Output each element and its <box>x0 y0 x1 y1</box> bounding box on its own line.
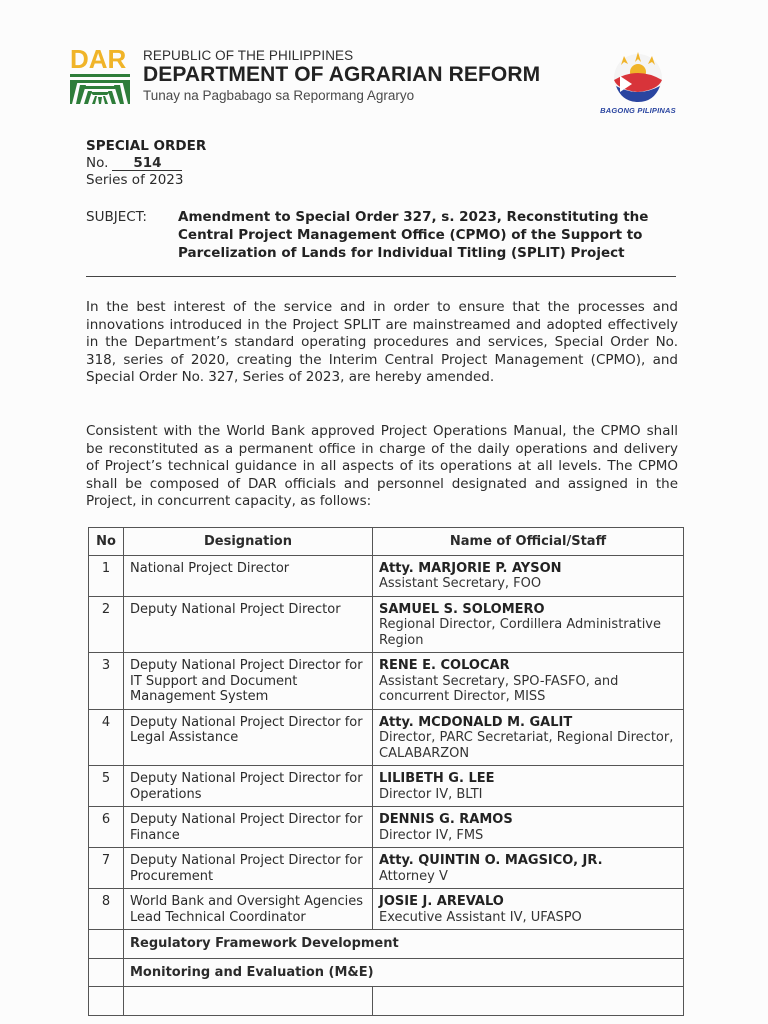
republic-line: REPUBLIC OF THE PHILIPPINES <box>143 48 354 63</box>
official-position: Assistant Secretary, FOO <box>379 576 542 591</box>
table-row <box>89 848 684 889</box>
order-series: Series of 2023 <box>86 172 184 188</box>
section-row <box>89 987 684 1016</box>
row-designation: Deputy National Project Director for Legal Assistance <box>124 709 373 766</box>
department-name: DEPARTMENT OF AGRARIAN REFORM <box>143 63 541 86</box>
official-position: Director IV, FMS <box>379 827 484 843</box>
row-designation: Deputy National Project Director for IT Support and Document Management System <box>124 653 373 710</box>
order-block <box>86 138 206 189</box>
row-no: 5 <box>89 766 124 807</box>
official-position: Executive Assistant IV, UFASPO <box>379 909 582 925</box>
table-row <box>89 766 684 807</box>
official-position: Regional Director, Cordillera Administrative Region <box>379 617 662 648</box>
row-no: 6 <box>89 807 124 848</box>
row-no: 4 <box>89 709 124 766</box>
row-no: 8 <box>89 889 124 930</box>
official-name: DENNIS G. RAMOS <box>379 812 513 827</box>
official-position: Director, PARC Secretariat, Regional Director, CALABARZON <box>379 730 674 761</box>
dar-logo-letters: DAR <box>70 44 127 74</box>
official-position: Assistant Secretary, SPO-FASFO, and concurrent Director, MISS <box>379 673 619 704</box>
official-name: LILIBETH G. LEE <box>379 771 495 786</box>
paragraph-1: In the best interest of the service and in order to ensure that the processes and innovations introduced in the Project SPLIT are mainstreamed and adopted effectively in the Department’s standard operating procedures and services, Special Order No. 318, series of 2020, creating the Interim Central Project Management (CPMO), and Special Order No. 327, Series of 2023, are hereby amended. <box>86 299 678 386</box>
section-row <box>89 930 684 959</box>
order-number-label: No. <box>86 155 109 171</box>
row-official <box>373 653 684 710</box>
official-name: Atty. MARJORIE P. AYSON <box>379 560 562 576</box>
official-position: Director IV, BLTI <box>379 786 483 802</box>
table-row <box>89 709 684 766</box>
letterhead <box>68 44 688 124</box>
section-title: Monitoring and Evaluation (M&E) <box>124 958 684 987</box>
dar-logo-icon <box>68 44 132 108</box>
subject-label: SUBJECT: <box>86 209 147 225</box>
letterhead-text <box>143 48 540 103</box>
row-official <box>373 889 684 930</box>
table-row <box>89 596 684 653</box>
header-designation: Designation <box>124 528 373 556</box>
bagong-pilipinas-text: BAGONG PILIPINAS <box>600 106 676 115</box>
subject-divider <box>86 276 676 277</box>
table-row <box>89 653 684 710</box>
official-name: RENE E. COLOCAR <box>379 658 510 673</box>
tagline: Tunay na Pagbabago sa Repormang Agraryo <box>143 88 415 103</box>
row-designation: World Bank and Oversight Agencies Lead Technical Coordinator <box>124 889 373 930</box>
order-title: SPECIAL ORDER <box>86 138 207 154</box>
row-official <box>373 848 684 889</box>
table-header-row <box>89 528 684 556</box>
official-position: Attorney V <box>379 868 448 884</box>
row-designation: Deputy National Project Director <box>124 596 373 653</box>
header-name: Name of Official/Staff <box>373 528 684 556</box>
table-row <box>89 807 684 848</box>
section-no <box>89 958 124 987</box>
table-row <box>89 555 684 596</box>
row-no: 1 <box>89 555 124 596</box>
row-official <box>373 555 684 596</box>
bagong-pilipinas-logo-icon <box>598 46 678 120</box>
row-designation: Deputy National Project Director for Operations <box>124 766 373 807</box>
official-name: JOSIE J. AREVALO <box>379 894 504 909</box>
row-official <box>373 709 684 766</box>
order-number: 514 <box>112 156 182 171</box>
row-designation: Deputy National Project Director for Finance <box>124 807 373 848</box>
paragraph-2: Consistent with the World Bank approved Project Operations Manual, the CPMO shall be reconstituted as a permanent office in charge of the daily operations and delivery of Project’s technical guidance in all aspects of its operations at all levels. The CPMO shall be composed of DAR officials and personnel designated and assigned in the Project, in concurrent capacity, as follows: <box>86 423 678 510</box>
order-number-line <box>86 155 206 172</box>
row-designation: National Project Director <box>124 555 373 596</box>
subject-text: Amendment to Special Order 327, s. 2023, Reconstituting the Central Project Management Office (CPMO) of the Support to Parcelization of Lands for Individual Titling (SPLIT) Project <box>178 209 649 261</box>
header-no: No <box>89 528 124 556</box>
section-official <box>373 987 684 1016</box>
section-no <box>89 987 124 1016</box>
section-no <box>89 930 124 959</box>
row-no: 2 <box>89 596 124 653</box>
official-name: Atty. MCDONALD M. GALIT <box>379 714 573 730</box>
row-designation: Deputy National Project Director for Procurement <box>124 848 373 889</box>
official-name: SAMUEL S. SOLOMERO <box>379 601 545 617</box>
row-no: 3 <box>89 653 124 710</box>
row-official <box>373 596 684 653</box>
section-row <box>89 958 684 987</box>
section-designation <box>124 987 373 1016</box>
official-name: Atty. QUINTIN O. MAGSICO, JR. <box>379 853 603 868</box>
row-no: 7 <box>89 848 124 889</box>
row-official <box>373 807 684 848</box>
cpmo-table <box>88 527 684 1016</box>
table-row <box>89 889 684 930</box>
section-title: Regulatory Framework Development <box>124 930 684 959</box>
row-official <box>373 766 684 807</box>
